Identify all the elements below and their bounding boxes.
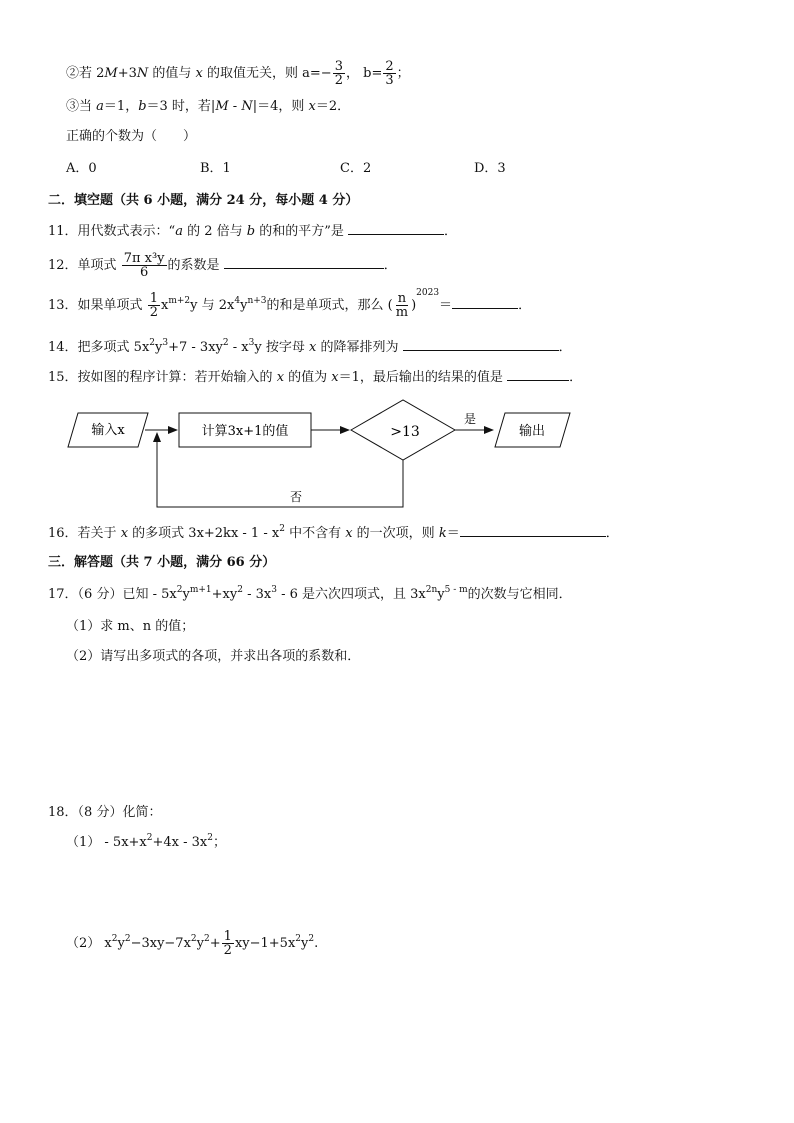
no-label: 否 <box>289 490 303 504</box>
question-18: 18．（8 分）化简： <box>48 805 162 820</box>
output-label: 输出 <box>518 424 546 439</box>
question-17-part-1: （1）求 m、n 的值； <box>66 619 195 634</box>
question-11: 11．用代数式表示：“a 的 2 倍与 b 的和的平方”是 ． <box>48 224 458 239</box>
question-13: 13．如果单项式 $\frac{1}{2}$ $x^{m+2}y$ 与 $2x^4y^{n+3}$的和是单项式，那么 ( $\frac{n}{m}$ )$^{2023}$＝ ． <box>48 288 532 320</box>
answer-blank[interactable] <box>224 256 384 269</box>
question-14: 14．把多项式 $5x^2y^3+7 - 3xy^2 - x^3y$ 按字母 x 的降幂排列为 ． <box>48 338 572 355</box>
yes-label: 是 <box>463 412 477 426</box>
question-18-part-1: $(1) - 5x+x^2+4x - 3x^2$； <box>66 833 227 850</box>
fraction: $\frac{3}{2}$ <box>334 59 343 88</box>
count-question: 正确的个数为（ ） <box>66 129 197 144</box>
answer-blank[interactable] <box>403 338 559 351</box>
answer-blank[interactable] <box>452 296 518 309</box>
fraction: $\frac{\text{7π x³y}}{6}$ <box>123 251 165 280</box>
option-d: D．3 <box>474 161 506 176</box>
option-c: C．2 <box>340 161 372 176</box>
fraction: $\frac{1}{2}$ <box>149 291 158 320</box>
answer-blank[interactable] <box>460 524 606 537</box>
answer-blank[interactable] <box>507 368 569 381</box>
input-label: 输入x <box>91 423 125 438</box>
compute-label: 计算3x+1的值 <box>201 424 289 439</box>
statement-3: ③当 a＝1，b＝3 时，若|M - N|＝4，则 x＝2． <box>66 99 351 114</box>
compare-label: >13 <box>390 424 420 440</box>
program-flowchart <box>0 395 794 525</box>
question-12: 12．单项式 $\frac{\text{7π x³y}}{6}$ 的系数是 ． <box>48 251 397 280</box>
fraction: $\frac{n}{m}$ <box>395 291 409 320</box>
question-15: 15．按如图的程序计算：若开始输入的 x 的值为 x＝1，最后输出的结果的值是 ． <box>48 370 583 385</box>
question-17-part-2: （2）请写出多项式的各项，并求出各项的系数和． <box>66 649 361 664</box>
fraction: $\frac{1}{2}$ <box>223 929 232 958</box>
option-a: A．0 <box>66 161 97 176</box>
fraction: $\frac{2}{3}$ <box>385 59 394 88</box>
answer-blank[interactable] <box>348 222 444 235</box>
question-18-part-2: （2） $x^2y^2-3xy-7x^2y^2+$ $\frac{1}{2}$ $xy-1+5x^2y^2$. <box>66 929 319 958</box>
question-17: 17．（6 分）已知 - $5x^2y^{m+1}+xy^2 - 3x^3 - 6$ 是六次四项式，且 $3x^{2n}y^{5 - m}$的次数与它相同． <box>48 585 572 602</box>
section-heading: 三．解答题（共 7 小题，满分 66 分） <box>48 555 276 570</box>
option-b: B．1 <box>200 161 231 176</box>
circle-number: ② <box>66 66 80 81</box>
statement-2: ②若 2M+3N 的值与 x 的取值无关，则 a=− $\frac{3}{2}$ ， b= $\frac{2}{3}$ ； <box>66 59 410 88</box>
question-16: 16．若关于 x 的多项式 $3x+2kx - 1 - x^2$ 中不含有 x 的一次项，则 k＝ ． <box>48 524 619 541</box>
section-heading: 二．填空题（共 6 小题，满分 24 分，每小题 4 分） <box>48 193 359 208</box>
